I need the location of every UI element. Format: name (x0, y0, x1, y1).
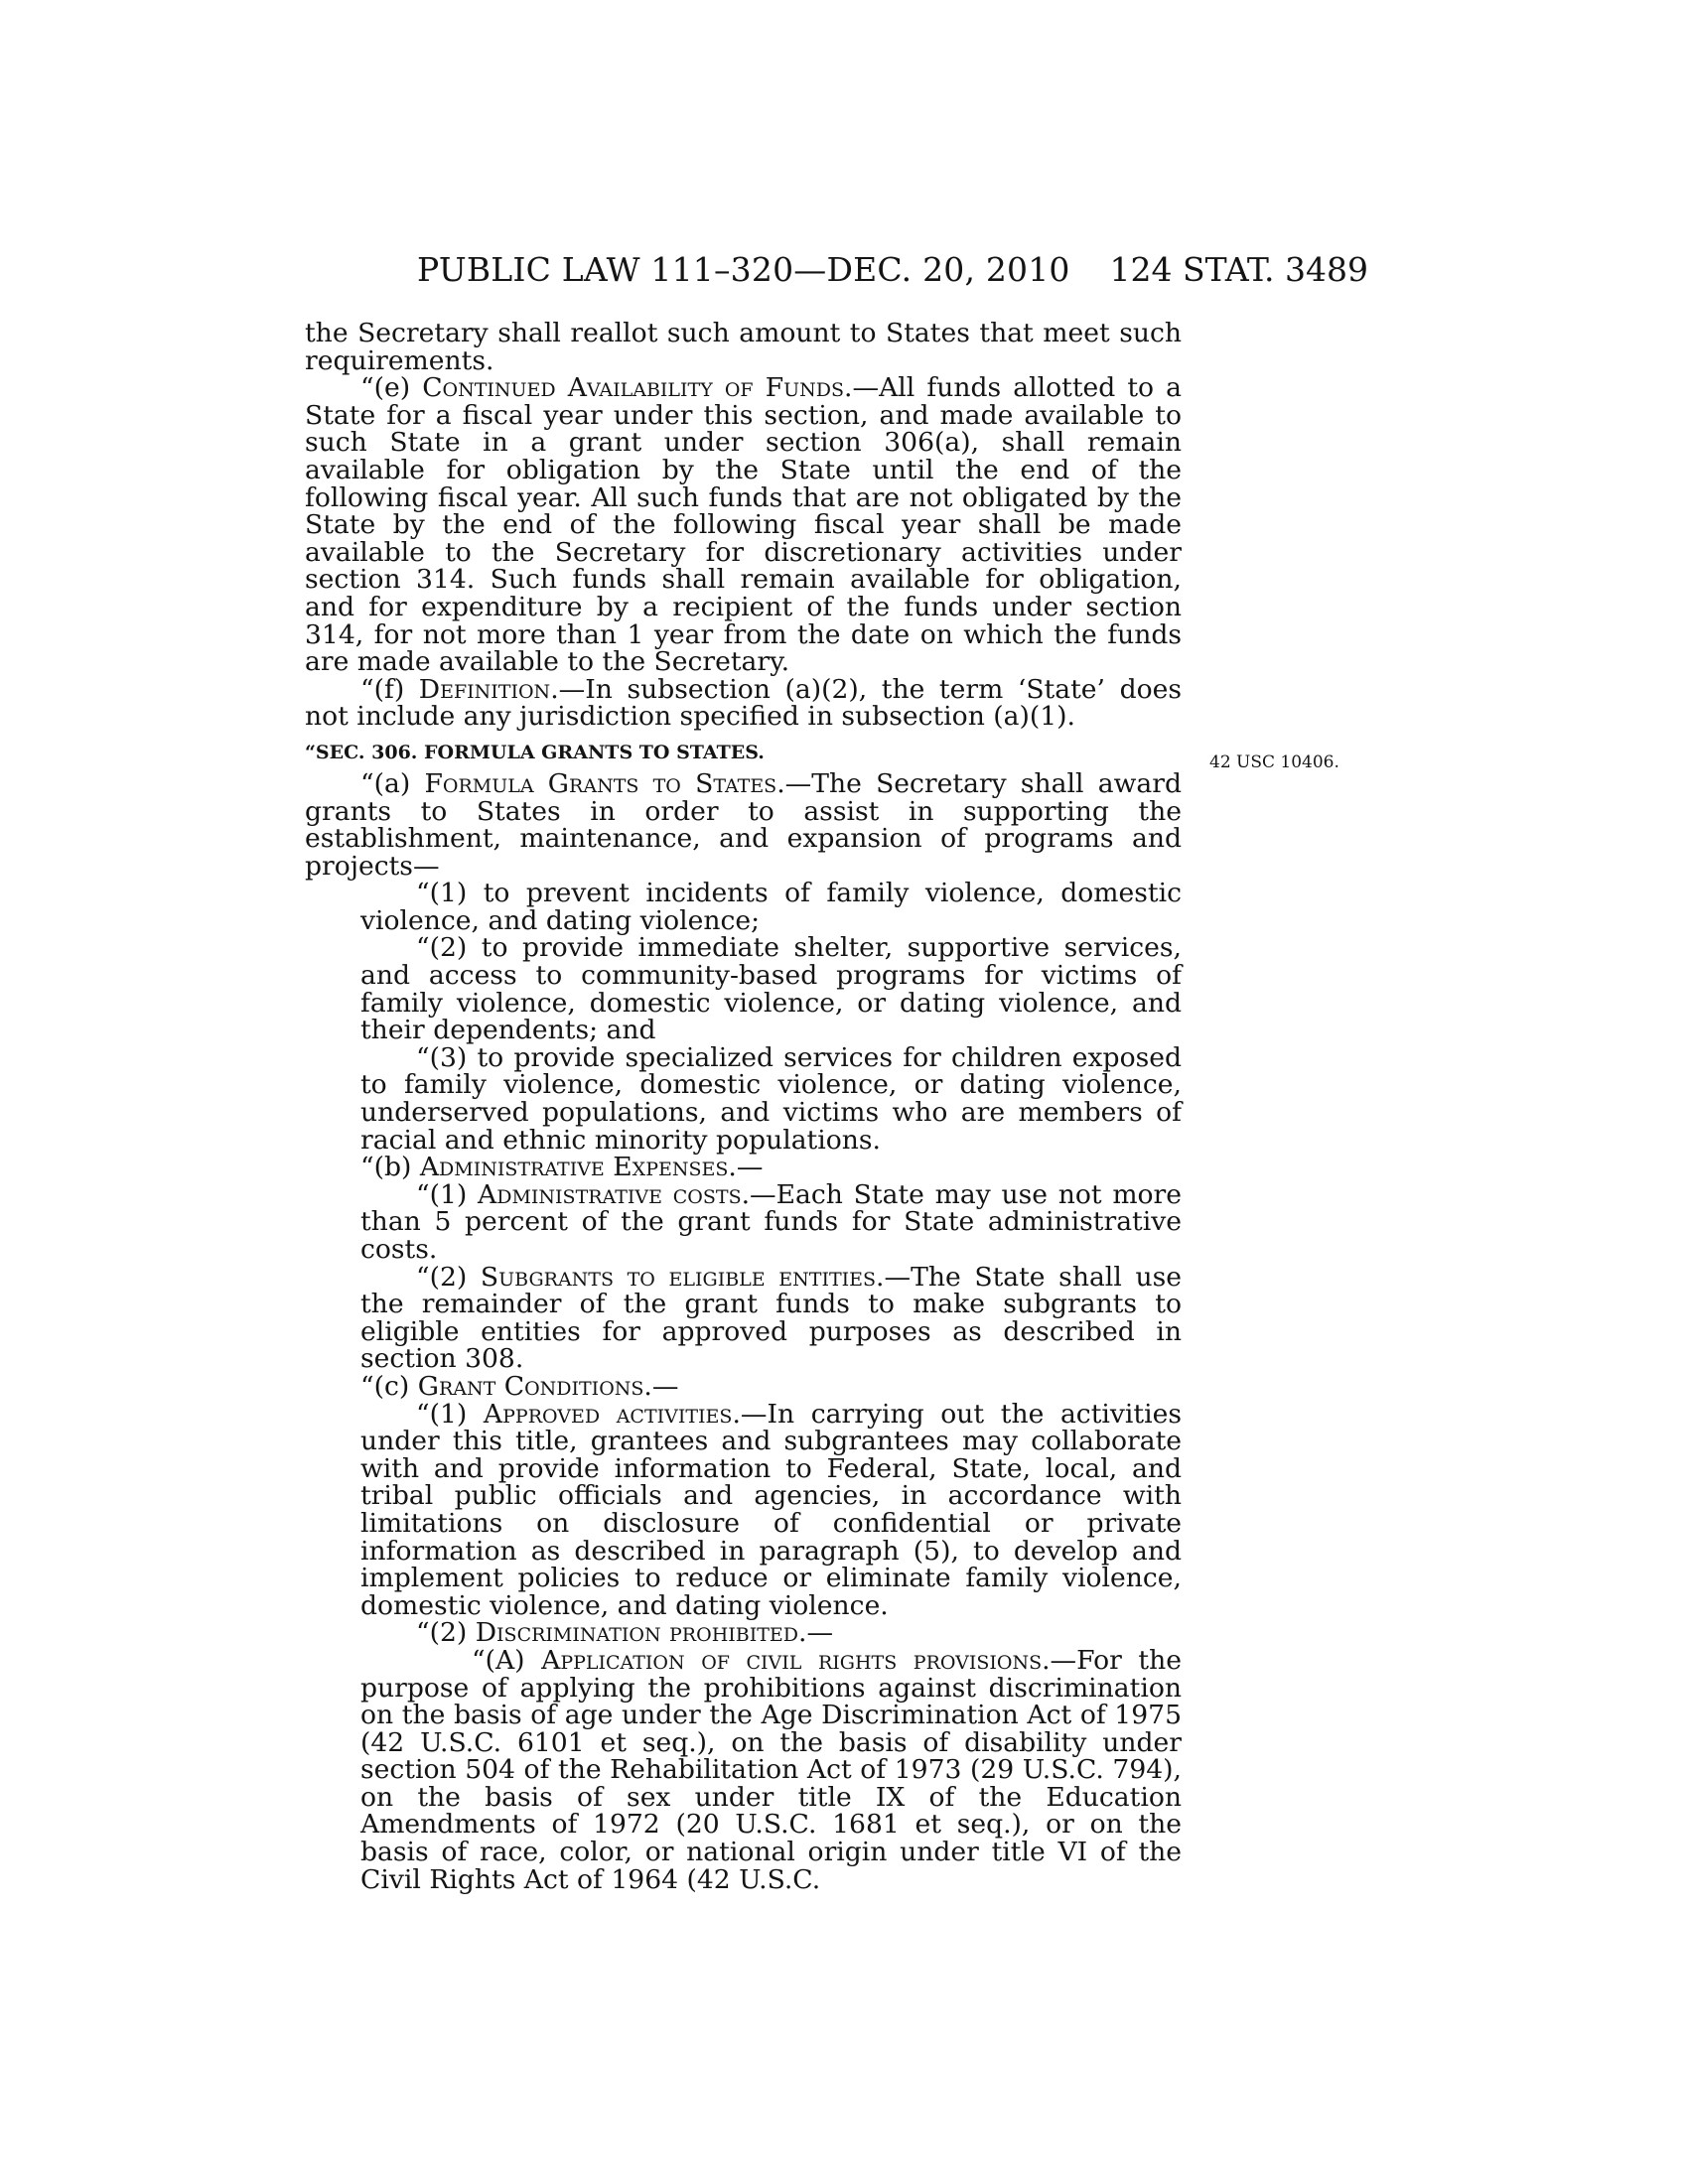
subsection-f-heading: Definition (418, 673, 551, 705)
subsection-c (305, 1370, 1182, 1402)
paragraph-c2 (305, 1619, 1182, 1647)
paragraph-b1-marker: “(1) (416, 1178, 479, 1210)
subsection-c-heading: Grant Conditions (417, 1370, 644, 1402)
paragraph-a1: “(1) to prevent incidents of family violence, domestic violence, and dating violence; (360, 878, 1182, 936)
paragraph-c1-text: .—In carrying out the activities under this title, grantees and subgrantees may collaborate with and provide information to Federal, State, local, and tribal public officials and agencies, in accordance with limitations on disclosure of confidential or private information as described in paragraph (5), to develop and implement policies to reduce or eliminate family violence, domestic violence, and dating violence. (360, 1398, 1182, 1621)
subsection-b (305, 1154, 1182, 1181)
header-title: PUBLIC LAW 111–320—DEC. 20, 2010 (417, 250, 1070, 289)
subsection-b-marker: “(b) (360, 1152, 420, 1183)
subsection-f-text: .—In subsection (a)(2), the term ‘State’ does not include any jurisdiction specified in subsection (a)(1). (305, 673, 1182, 733)
page-header (298, 250, 1368, 290)
subsection-f-marker: “(f) (360, 673, 419, 705)
subparagraph-c2A (305, 1644, 1182, 1895)
paragraph-c1 (305, 1398, 1182, 1621)
paragraph-b1 (305, 1178, 1183, 1265)
subsection-e-text: .—All funds allotted to a State for a fiscal year under this section, and made available to such State in a grant under section 306(a), shall remain available for obligation by the State until the end of the following fiscal year. All such funds that are not obligated by the State by the end of the following fiscal year shall be made available to the Secretary for discretionary activities under section 314. Such funds shall remain available for obligation, and for expenditure by a recipient of the funds under section 314, for not more than 1 year from the date on which the funds are made available to the Secretary. (305, 372, 1183, 678)
paragraph-c1-heading: Approved activities (483, 1398, 733, 1430)
subsection-a (305, 767, 1182, 882)
subparagraph-c2A-heading: Application of civil rights provisions (541, 1644, 1043, 1676)
header-stat-citation: 124 STAT. 3489 (1109, 250, 1368, 289)
margin-note-usc-citation: 42 USC 10406. (1209, 752, 1339, 772)
paragraph-b2-heading: Subgrants to eligible entities (480, 1261, 877, 1293)
subsection-e-heading: Continued Availability of Funds (422, 372, 845, 404)
section-heading: “SEC. 306. FORMULA GRANTS TO STATES. (305, 741, 765, 763)
paragraph-b1-text: .—Each State may use not more than 5 percent of the grant funds for State administrative costs. (360, 1178, 1183, 1265)
paragraph-continuation: the Secretary shall reallot such amount to States that meet such requirements. (305, 318, 1182, 376)
paragraph-a3: “(3) to provide specialized services for children exposed to family violence, domestic violence, or dating violence, underserved populations, and victims who are members of racial and ethnic minority populations. (360, 1041, 1182, 1156)
subsection-b-text: .— (728, 1152, 764, 1183)
paragraph-b2-marker: “(2) (416, 1261, 481, 1293)
subsection-a-heading: Formula Grants to States (424, 767, 777, 799)
paragraph-b2-text: .—The State shall use the remainder of the grant funds to make subgrants to eligible entities for approved purposes as described in section 308. (360, 1261, 1182, 1375)
subsection-c-text: .— (643, 1370, 679, 1402)
body-text (305, 320, 1182, 1893)
subsection-a-marker: “(a) (360, 767, 425, 799)
paragraph-b1-heading: Administrative costs (478, 1178, 742, 1210)
paragraph-c2-heading: Discrimination prohibited (475, 1617, 799, 1649)
subsection-a-text: .—The Secretary shall award grants to States in order to assist in supporting the establishment, maintenance, and expansion of programs and projects— (305, 767, 1182, 882)
paragraph-b2 (305, 1261, 1182, 1375)
paragraph-c1-marker: “(1) (416, 1398, 484, 1430)
subparagraph-c2A-text: .—For the purpose of applying the prohibitions against discrimination on the basis of age under the Age Discrimination Act of 1975 (42 U.S.C. 6101 et seq.), on the basis of disability under section 504 of the Rehabilitation Act of 1973 (29 U.S.C. 794), on the basis of sex under title IX of the Education Amendments of 1972 (20 U.S.C. 1681 et seq.), or on the basis of race, color, or national origin under title VI of the Civil Rights Act of 1964 (42 U.S.C. (360, 1644, 1182, 1895)
subsection-e (305, 374, 1182, 676)
subparagraph-c2A-marker: “(A) (472, 1644, 542, 1676)
subsection-b-heading: Administrative Expenses (419, 1152, 729, 1183)
subsection-f (305, 673, 1182, 733)
subsection-c-marker: “(c) (360, 1370, 418, 1402)
subsection-e-marker: “(e) (360, 372, 423, 404)
paragraph-c2-marker: “(2) (416, 1617, 476, 1649)
paragraph-a2: “(2) to provide immediate shelter, supportive services, and access to community-based programs for victims of family violence, domestic violence, or dating violence, and their dependents; and (360, 932, 1182, 1046)
paragraph-c2-text: .— (798, 1617, 834, 1649)
